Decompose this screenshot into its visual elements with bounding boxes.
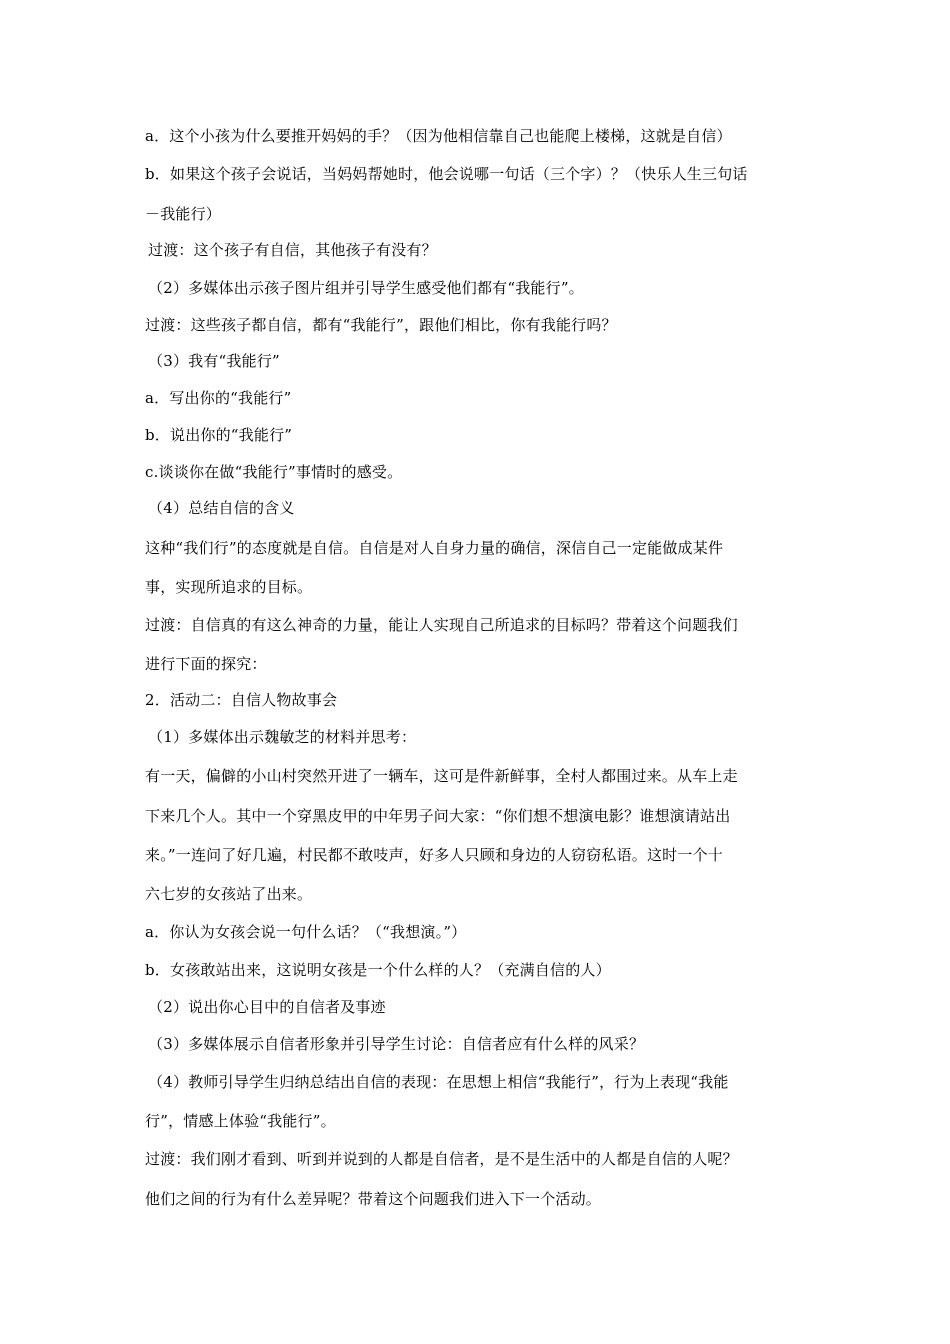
text-line: 2．活动二：自信人物故事会 (145, 691, 338, 709)
text-line: 过渡：我们刚才看到、听到并说到的人都是自信者，是不是生活中的人都是自信的人呢？ (145, 1150, 738, 1168)
text-line: 来。”一连问了好几遍，村民都不敢吱声，好多人只顾和身边的人窃窃私语。这时一个十 (145, 846, 723, 864)
text-line: 进行下面的探究： (145, 655, 267, 673)
text-line: 行”，情感上体验“我能行”。 (145, 1112, 336, 1130)
text-line: （3）多媒体展示自信者形象并引导学生讨论：自信者应有什么样的风采？ (148, 1035, 645, 1053)
text-line: 他们之间的行为有什么差异呢？带着这个问题我们进入下一个活动。 (145, 1190, 602, 1208)
text-line: 过渡：这些孩子都自信，都有“我能行”，跟他们相比，你有我能行吗？ (145, 316, 617, 334)
text-line: －我能行） (145, 205, 222, 223)
text-line: a．写出你的“我能行” (145, 389, 292, 407)
text-line: （1）多媒体出示魏敏芝的材料并思考： (148, 728, 417, 746)
text-line: 下来几个人。其中一个穿黑皮甲的中年男子问大家：“你们想不想演电影？谁想演请站出 (145, 807, 731, 825)
text-line: b．如果这个孩子会说话，当妈妈帮她时，他会说哪一句话（三个字）？（快乐人生三句话 (145, 165, 748, 183)
text-line: b．说出你的“我能行” (145, 426, 293, 444)
text-line: 过渡：这个孩子有自信，其他孩子有没有？ (148, 241, 437, 259)
text-line: a．你认为女孩会说一句什么话？（“我想演。”） (145, 923, 467, 941)
text-line: 事，实现所追求的目标。 (145, 578, 313, 596)
text-line: （4）教师引导学生归纳总结出自信的表现：在思想上相信“我能行”，行为上表现“我能 (148, 1073, 729, 1091)
text-line: （2）说出你心目中的自信者及事迹 (148, 998, 386, 1016)
text-line: 过渡：自信真的有这么神奇的力量，能让人实现自己所追求的目标吗？带着这个问题我们 (145, 616, 738, 634)
text-line: 六七岁的女孩站了出来。 (145, 885, 313, 903)
text-line: 这种“我们行”的态度就是自信。自信是对人自身力量的确信，深信自己一定能做成某件 (145, 539, 724, 557)
text-line: 有一天，偏僻的小山村突然开进了一辆车，这可是件新鲜事，全村人都围过来。从车上走 (145, 767, 738, 785)
text-line: b．女孩敢站出来，这说明女孩是一个什么样的人？（充满自信的人） (145, 961, 611, 979)
text-line: （2）多媒体出示孩子图片组并引导学生感受他们都有“我能行”。 (148, 279, 584, 297)
text-line: （4）总结自信的含义 (148, 499, 295, 517)
text-line: （3）我有“我能行” (148, 352, 280, 370)
text-line: a．这个小孩为什么要推开妈妈的手？（因为他相信靠自己也能爬上楼梯，这就是自信） (145, 127, 732, 145)
text-line: c.谈谈你在做“我能行”事情时的感受。 (145, 463, 403, 481)
